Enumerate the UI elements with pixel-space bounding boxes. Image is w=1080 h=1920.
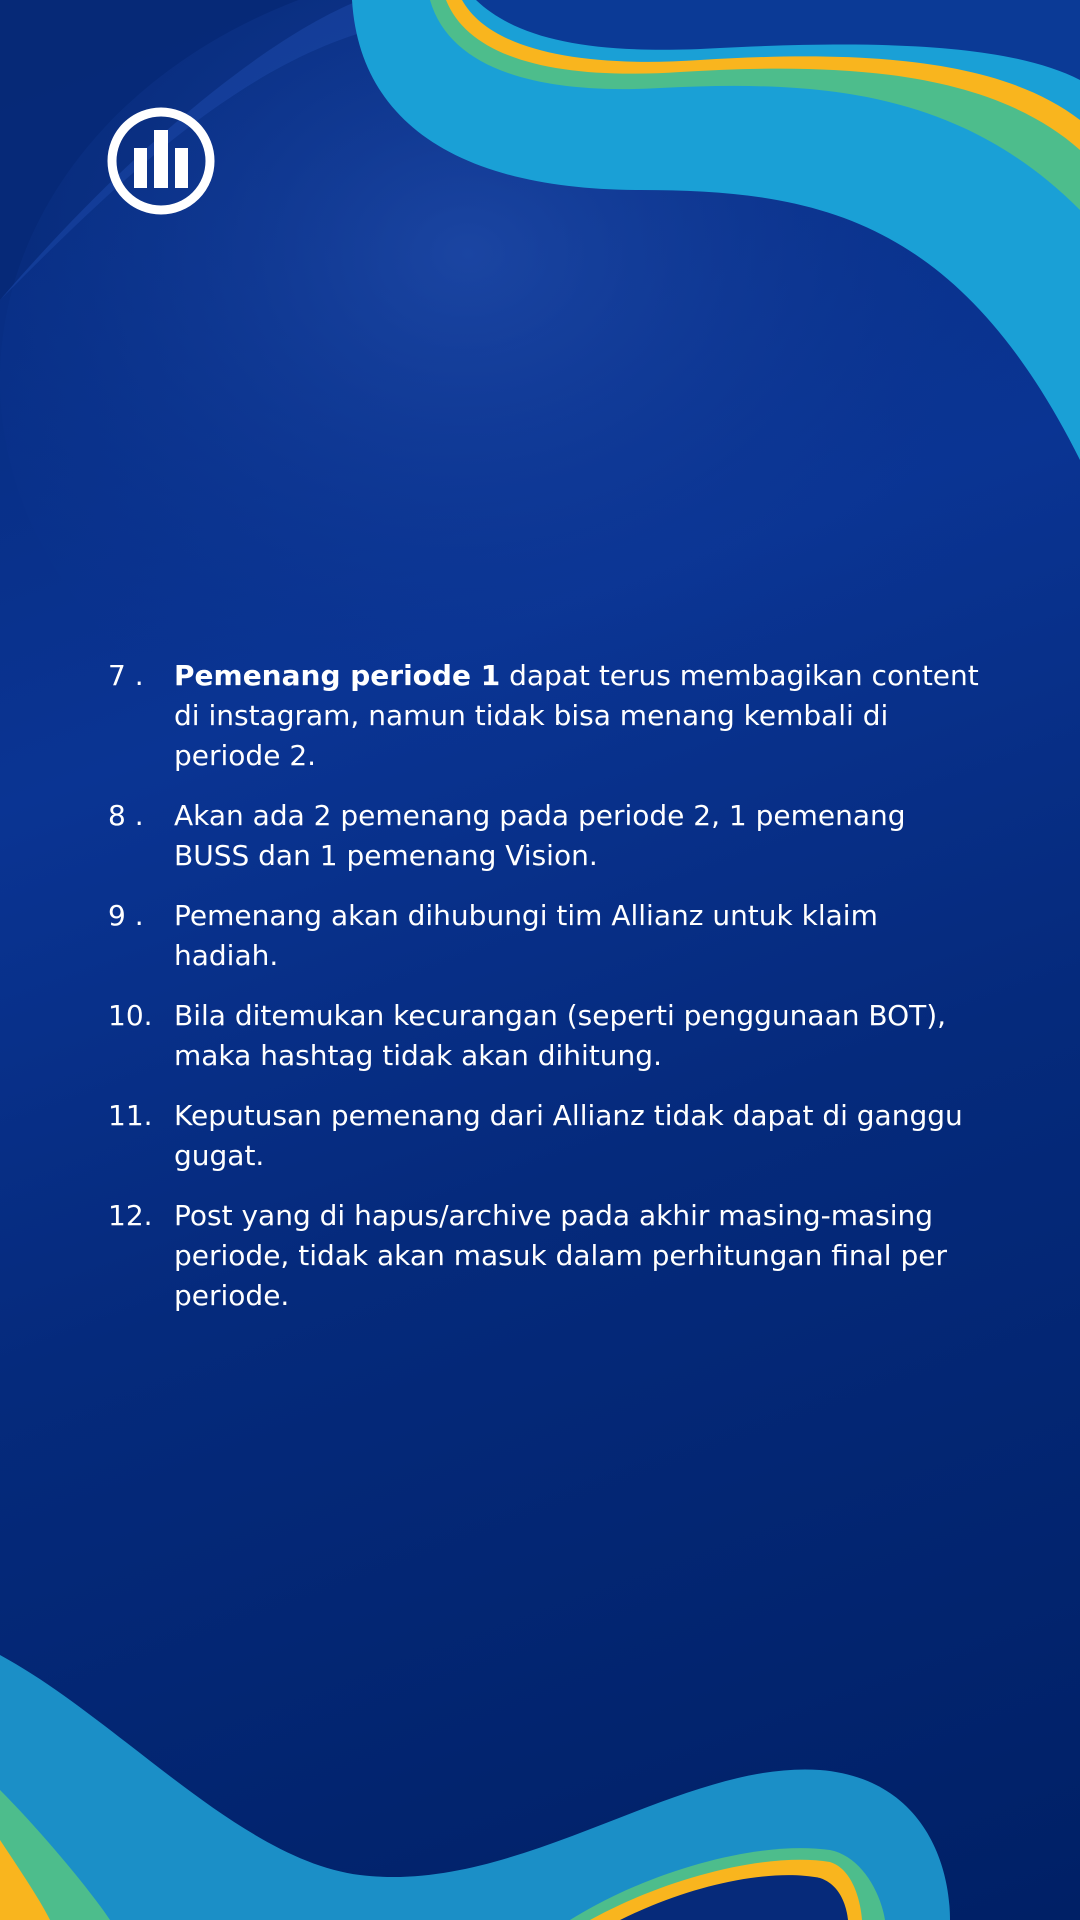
rule-number: 11. (108, 1099, 153, 1132)
rules-list (108, 656, 988, 1336)
rule-body: dapat terus membagikan content di instagram, namun tidak bisa menang kembali di periode 2. (174, 659, 979, 772)
rule-text: Keputusan pemenang dari Allianz tidak dapat di ganggu gugat. (174, 1099, 963, 1172)
rule-item (108, 1196, 988, 1316)
rule-item (108, 1096, 988, 1176)
rule-item (108, 796, 988, 876)
rule-text: Akan ada 2 pemenang pada periode 2, 1 pemenang BUSS dan 1 pemenang Vision. (174, 799, 906, 872)
rule-text: Post yang di hapus/archive pada akhir masing-masing periode, tidak akan masuk dalam perhitungan final per periode. (174, 1199, 947, 1312)
rule-number: 12. (108, 1199, 153, 1232)
rule-item (108, 656, 988, 776)
rule-number: 7 . (108, 659, 144, 692)
rule-number: 8 . (108, 799, 144, 832)
rule-item (108, 896, 988, 976)
rule-text: Bila ditemukan kecurangan (seperti penggunaan BOT), maka hashtag tidak akan dihitung. (174, 999, 947, 1072)
rule-number: 9 . (108, 899, 144, 932)
allianz-logo-icon (106, 106, 216, 216)
rule-text: Pemenang akan dihubungi tim Allianz untuk klaim hadiah. (174, 899, 878, 972)
rule-item (108, 996, 988, 1076)
rule-number: 10. (108, 999, 153, 1032)
rule-text (174, 656, 988, 776)
rule-bold-lead: Pemenang periode 1 (174, 659, 501, 692)
